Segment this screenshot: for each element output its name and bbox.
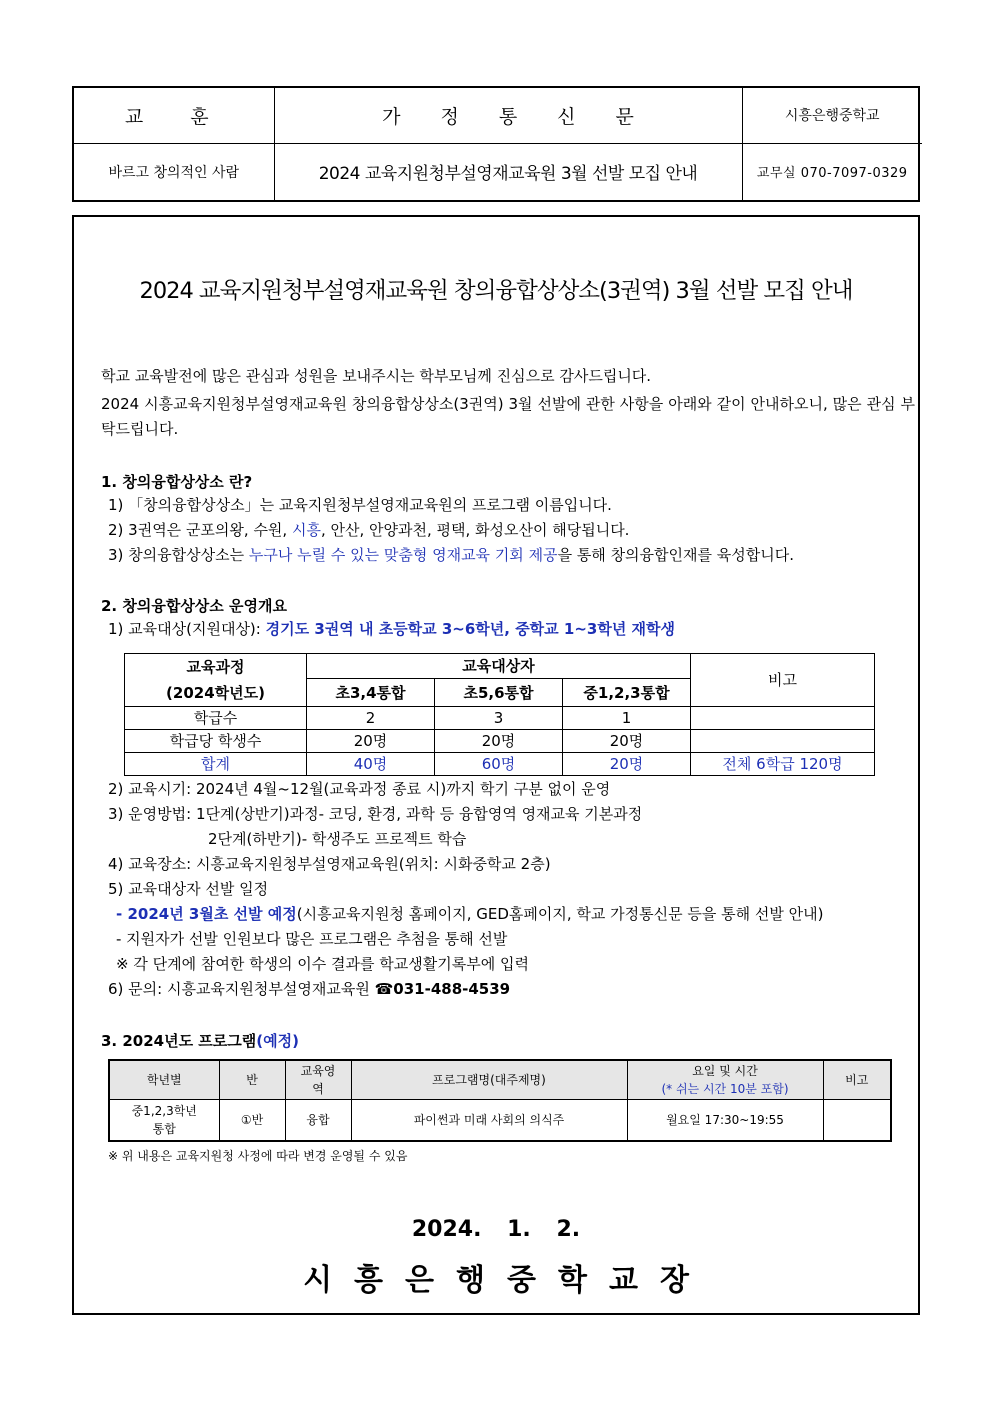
table-row: 중1,2,3학년 통합 ①반 융합 파이썬과 미래 사회의 의식주 월요일 17:30~19:55 bbox=[109, 1100, 891, 1142]
section-2-schedule-1: - 2024년 3월초 선발 예정(시흥교육지원청 홈페이지, GED홈페이지, 학교 가정통신문 등을 통해 선발 안내) bbox=[116, 905, 824, 923]
intro-line-2: 2024 시흥교육지원청부설영재교육원 창의융합상상소(3권역) 3월 선발에 관한 사항을 아래와 같이 안내하오니, 많은 관심 부탁드립니다. bbox=[101, 395, 915, 438]
school-name: 시흥은행중학교 bbox=[742, 88, 922, 143]
section-2-heading: 2. 창의융합상상소 운영개요 bbox=[101, 597, 287, 615]
motto: 바르고 창의적인 사람 bbox=[74, 143, 274, 200]
section-2-schedule: 5) 교육대상자 선발 일정 bbox=[108, 880, 269, 898]
table-row: 학급당 학생수 20명 20명 20명 bbox=[125, 730, 875, 753]
motto-label: 교 훈 bbox=[74, 88, 274, 143]
course-header: 교육과정 (2024학년도) bbox=[125, 654, 307, 707]
group-header: 중1,2,3통합 bbox=[563, 679, 691, 707]
section-2-schedule-2: - 지원자가 선발 인원보다 많은 프로그램은 추첨을 통해 선발 bbox=[116, 930, 508, 948]
section-1-item-3: 3) 창의융합상상소는 누구나 누릴 수 있는 맞춤형 영재교육 기회 제공을 통해 창의융합인재를 육성합니다. bbox=[108, 546, 794, 564]
issue-date: 2024. 1. 2. bbox=[411, 1217, 581, 1242]
group-header: 초3,4통합 bbox=[307, 679, 435, 707]
program-footnote: ※ 위 내용은 교육지원청 사정에 따라 변경 운영될 수 있음 bbox=[108, 1149, 408, 1163]
signature: 시흥은행중학교장 bbox=[303, 1263, 711, 1298]
section-2-target: 1) 교육대상(지원대상): 경기도 3권역 내 초등학교 3~6학년, 중학교 1~3학년 재학생 bbox=[108, 620, 676, 638]
section-2-method-1: 3) 운영방법: 1단계(상반기)과정- 코딩, 환경, 과학 등 융합영역 영재교육 기본과정 bbox=[108, 805, 643, 823]
section-2-method-2: 2단계(하반기)- 학생주도 프로젝트 학습 bbox=[208, 830, 467, 848]
header-table bbox=[72, 86, 920, 202]
section-2-contact: 6) 문의: 시흥교육지원청부설영재교육원 ☎031-488-4539 bbox=[108, 980, 511, 998]
section-1-heading: 1. 창의융합상상소 란? bbox=[101, 473, 253, 491]
enrollment-table bbox=[124, 653, 875, 776]
table-row: 합계 40명 60명 20명 전체 6학급 120명 bbox=[125, 753, 875, 776]
section-2-schedule-3: ※ 각 단계에 참여한 학생의 이수 결과를 학교생활기록부에 입력 bbox=[116, 955, 529, 973]
subject: 2024 교육지원청부설영재교육원 3월 선발 모집 안내 bbox=[274, 143, 742, 200]
group-header: 초5,6통합 bbox=[435, 679, 563, 707]
office-phone: 교무실 070-7097-0329 bbox=[742, 143, 922, 200]
program-table: 학년별 반 교육영역 프로그램명(대주제명) 요일 및 시간 (* 쉬는 시간 10분 포함) 비고 중1,2,3학년 통합 ①반 융합 파이썬과 미래 사회의 의식주 월요일 17:30~19:55 bbox=[108, 1059, 892, 1142]
section-1-item-2: 2) 3권역은 군포의왕, 수원, 시흥, 안산, 안양과천, 평택, 화성오산이 해당됩니다. bbox=[108, 521, 630, 539]
section-2-place: 4) 교육장소: 시흥교육지원청부설영재교육원(위치: 시화중학교 2층) bbox=[108, 855, 551, 873]
target-header: 교육대상자 bbox=[307, 654, 691, 679]
letter-body bbox=[72, 215, 920, 1315]
note-header: 비고 bbox=[691, 654, 875, 707]
table-row: 학급수 2 3 1 bbox=[125, 707, 875, 730]
section-2-period: 2) 교육시기: 2024년 4월~12월(교육과정 종료 시)까지 학기 구분 없이 운영 bbox=[108, 780, 611, 798]
page-title: 2024 교육지원청부설영재교육원 창의융합상상소(3권역) 3월 선발 모집 안내 bbox=[139, 278, 853, 304]
section-3-heading: 3. 2024년도 프로그램(예정) bbox=[101, 1032, 299, 1050]
section-1-item-1: 1) 「창의융합상상소」는 교육지원청부설영재교육원의 프로그램 이름입니다. bbox=[108, 496, 612, 514]
intro-line-1: 학교 교육발전에 많은 관심과 성원을 보내주시는 학부모님께 진심으로 감사드립니다. bbox=[101, 367, 652, 385]
doc-type: 가정통신문 bbox=[274, 88, 742, 143]
